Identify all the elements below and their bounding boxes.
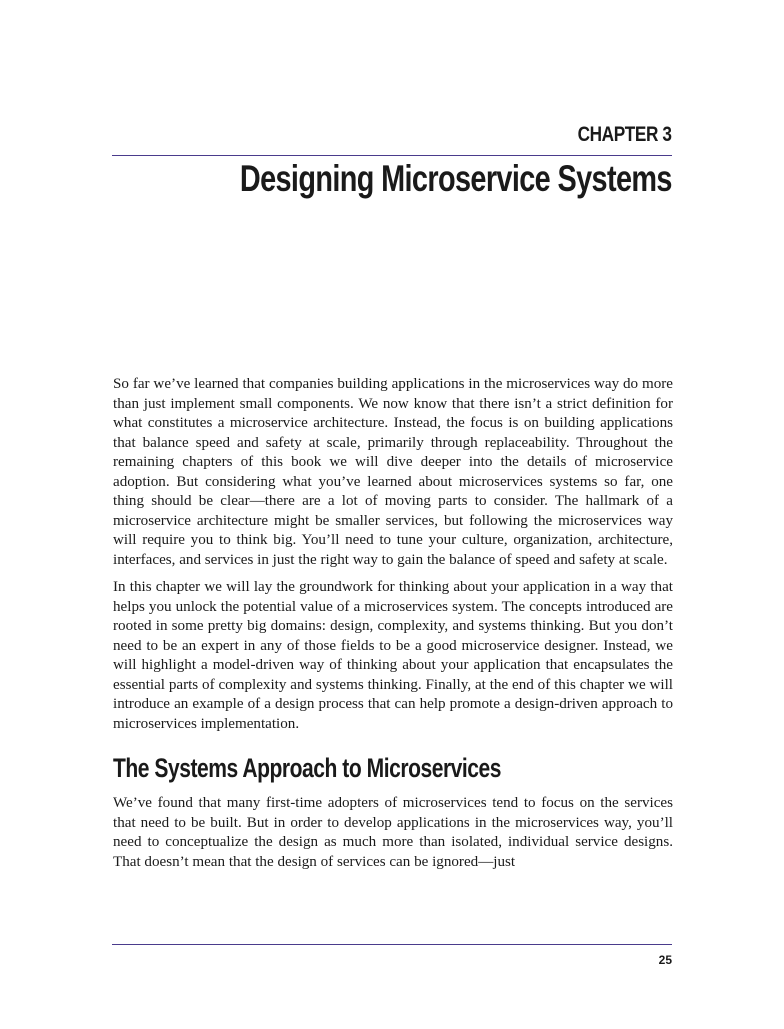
paragraph-groundwork: In this chapter we will lay the groundwork for thinking about your application in a way that helps you unlock the potential value of a microservices system. The concepts introduced are rooted in some pretty big domains: design, complexity, and systems thinking. But you don’t need to be an expert in any of those fields to be a good microservice designer. Instead, we will highlight a model-driven way of thinking about your application that encapsulates the essential parts of complexity and systems thinking. Finally, at the end of this chapter we will introduce an example of a design process that can help promote a design-driven approach to microservices implementation. [113, 579, 673, 732]
page-number: 25 [658, 953, 672, 967]
chapter-title: Designing Microservice Systems [239, 158, 672, 199]
footer-rule [112, 944, 672, 945]
chapter-rule [112, 155, 672, 156]
paragraph-systems-approach: We’ve found that many first-time adopters of microservices tend to focus on the services that need to be built. But in order to develop applications in the microservices way, you’ll need to conceptualize the design as much more than isolated, individual service designs. That doesn’t mean that the design of services can be ignored—just [113, 795, 673, 870]
chapter-label: CHAPTER 3 [578, 123, 672, 146]
paragraph-intro: So far we’ve learned that companies building applications in the microservices way do more than just implement small components. We now know that there isn’t a strict definition for what constitutes a microservice architecture. Instead, the focus is on building applications that balance speed and safety at scale, primarily through replaceability. Throughout the remaining chapters of this book we will dive deeper into the details of microservice adoption. But considering what you’ve learned about microservices systems so far, one thing should be clear—there are a lot of moving parts to consider. The hallmark of a microservice architecture might be smaller services, but following the microservices way will require you to think big. You’ll need to tune your culture, organization, architecture, interfaces, and services in just the right way to gain the balance of speed and safety at scale. [113, 376, 673, 568]
section-heading: The Systems Approach to Microservices [113, 753, 502, 783]
body-text [113, 375, 673, 880]
